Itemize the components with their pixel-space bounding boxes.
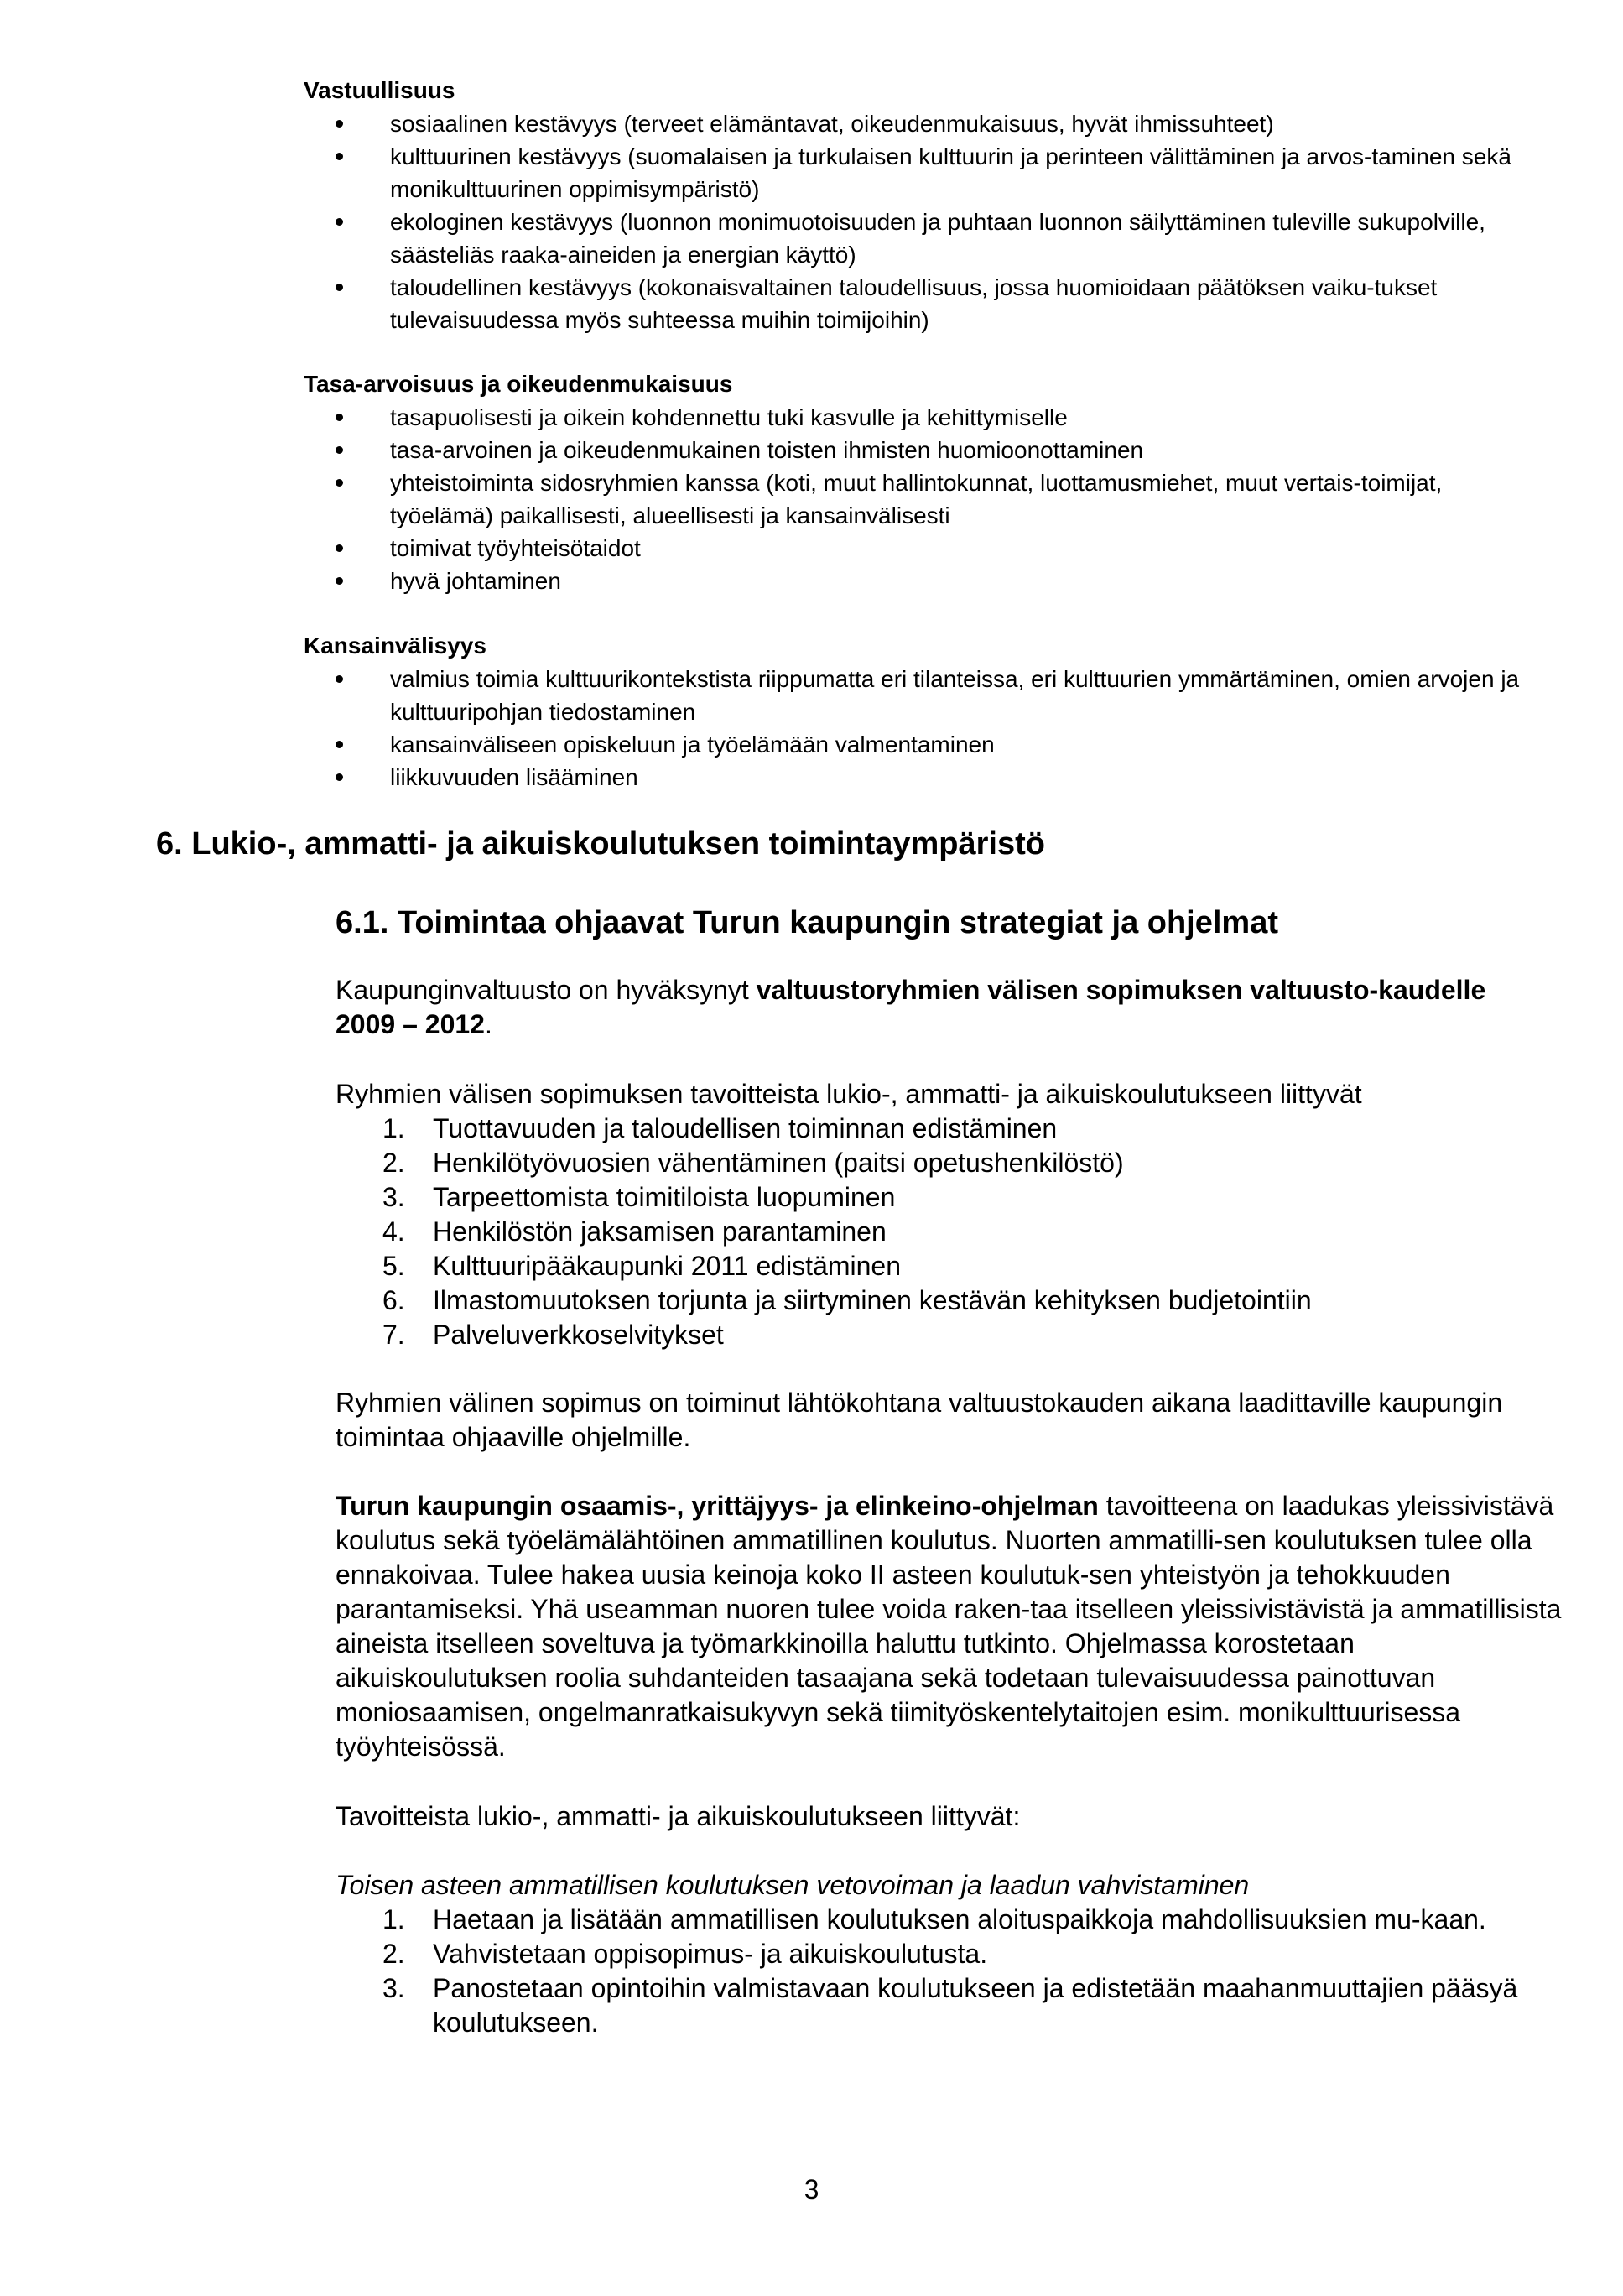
bullet-list — [304, 107, 1545, 336]
section-tasa-arvoisuus — [304, 367, 1545, 597]
section-kansainvalisyys — [304, 629, 1545, 794]
bullet-icon — [336, 544, 343, 552]
list-item: 2. Vahvistetaan oppisopimus- ja aikuiskoulutusta. — [382, 1939, 988, 1969]
list-item: liikkuvuuden lisääminen — [304, 761, 1545, 794]
bullet-icon — [336, 773, 343, 781]
goals-block — [336, 1077, 1562, 1352]
list-item: 3. Panostetaan opintoihin valmistavaan koulutukseen ja edistetään maahanmuuttajien pääsyä koulutukseen. — [382, 1973, 1518, 2038]
bullet-icon — [336, 153, 343, 160]
list-item: 1. Haetaan ja lisätään ammatillisen koulutuksen aloituspaikkoja mahdollisuuksien mu-kaan. — [382, 1904, 1486, 1934]
list-item: 6. Ilmastomuutoksen torjunta ja siirtyminen kestävän kehityksen budjetointiin — [382, 1285, 1312, 1315]
bullet-icon — [336, 446, 343, 454]
page-number: 3 — [804, 2174, 819, 2205]
bullet-icon — [336, 284, 343, 291]
list-item: 2. Henkilötyövuosien vähentäminen (paitsi opetushenkilöstö) — [382, 1148, 1124, 1178]
list-item: kulttuurinen kestävyys (suomalaisen ja turkulaisen kulttuurin ja perinteen välittäminen ja arvos-taminen sekä monikulttuurinen oppimisympäristö) — [304, 140, 1545, 206]
bullet-icon — [336, 414, 343, 421]
paragraph-agreement: Kaupunginvaltuusto on hyväksynyt valtuustoryhmien välisen sopimuksen valtuusto-kaudelle 2009 – 2012. — [336, 975, 1486, 1039]
section-vastuullisuus — [304, 74, 1545, 336]
subchapter-heading: 6.1. Toimintaa ohjaavat Turun kaupungin strategiat ja ohjelmat — [336, 905, 1279, 940]
bullet-list — [304, 401, 1545, 597]
measures-block — [336, 1868, 1562, 2040]
goals-intro: Ryhmien välisen sopimuksen tavoitteista lukio-, ammatti- ja aikuiskoulutukseen liittyvät — [336, 1079, 1362, 1109]
bullet-icon — [336, 120, 343, 128]
list-item: ekologinen kestävyys (luonnon monimuotoisuuden ja puhtaan luonnon säilyttäminen tuleville sukupolville, säästeliäs raaka-aineiden ja energian käyttö) — [304, 206, 1545, 271]
section-heading: Tasa-arvoisuus ja oikeudenmukaisuus — [304, 371, 733, 397]
list-item: 7. Palveluverkkoselvitykset — [382, 1320, 724, 1350]
list-item: kansainväliseen opiskeluun ja työelämään valmentaminen — [304, 728, 1545, 761]
list-item: sosiaalinen kestävyys (terveet elämäntavat, oikeudenmukaisuus, hyvät ihmissuhteet) — [304, 107, 1545, 140]
paragraph-related-goals: Tavoitteista lukio-, ammatti- ja aikuiskoulutukseen liittyvät: — [336, 1801, 1021, 1831]
bullet-icon — [336, 218, 343, 226]
bullet-icon — [336, 741, 343, 748]
bullet-icon — [336, 577, 343, 585]
list-item: 3. Tarpeettomista toimitiloista luopuminen — [382, 1182, 896, 1212]
list-item: hyvä johtaminen — [304, 565, 1545, 597]
list-item: tasa-arvoinen ja oikeudenmukainen toisten ihmisten huomioonottaminen — [304, 434, 1545, 466]
bullet-icon — [336, 675, 343, 683]
list-item: taloudellinen kestävyys (kokonaisvaltainen taloudellisuus, jossa huomioidaan päätöksen vaiku-tukset tulevaisuudessa myös suhteessa muihin toimijoihin) — [304, 271, 1545, 336]
section-heading: Vastuullisuus — [304, 77, 455, 103]
list-item: 1. Tuottavuuden ja taloudellisen toiminnan edistäminen — [382, 1113, 1058, 1143]
measures-list — [336, 1903, 1562, 2040]
list-item: valmius toimia kulttuurikontekstista riippumatta eri tilanteissa, eri kulttuurien ymmärtäminen, omien arvojen ja kulttuuripohjan tiedostaminen — [304, 663, 1545, 728]
list-item: yhteistoiminta sidosryhmien kanssa (koti, muut hallintokunnat, luottamusmiehet, muut vertais-toimijat, työelämä) paikallisesti, alueellisesti ja kansainvälisesti — [304, 466, 1545, 532]
paragraph-starting-point: Ryhmien välinen sopimus on toiminut lähtökohtana valtuustokauden aikana laadittaville kaupungin toimintaa ohjaaville ohjelmille. — [336, 1387, 1503, 1452]
goals-list — [336, 1112, 1562, 1352]
bullet-icon — [336, 479, 343, 487]
chapter-heading: 6. Lukio-, ammatti- ja aikuiskoulutuksen toimintaympäristö — [156, 826, 1045, 862]
list-item: 4. Henkilöstön jaksamisen parantaminen — [382, 1216, 887, 1247]
paragraph-program: Turun kaupungin osaamis-, yrittäjyys- ja elinkeino-ohjelman tavoitteena on laadukas yleissivistävä koulutus sekä työelämälähtöinen ammatillinen koulutus. Nuorten ammatilli-sen koulutuksen tulee olla ennakoivaa. Tulee hakea uusia keinoja koko II asteen koulutuk-sen yhteistyön ja tehokkuuden parantamiseksi. Yhä useamman nuoren tulee voida raken-taa itselleen yleissivistävistä ja ammatillisista aineista itselleen soveltuva ja työmarkkinoilla haluttu tutkinto. Ohjelmassa korostetaan aikuiskoulutuksen roolia suhdanteiden tasaajana sekä todetaan tulevaisuudessa painottuvan moniosaamisen, ongelmanratkaisukyvyn sekä tiimityöskentelytaitojen esim. monikulttuurisessa työyhteisössä. — [336, 1491, 1562, 1762]
list-item: toimivat työyhteisötaidot — [304, 532, 1545, 565]
list-item: 5. Kulttuuripääkaupunki 2011 edistäminen — [382, 1251, 902, 1281]
measures-subheading: Toisen asteen ammatillisen koulutuksen vetovoiman ja laadun vahvistaminen — [336, 1870, 1250, 1900]
list-item: tasapuolisesti ja oikein kohdennettu tuki kasvulle ja kehittymiselle — [304, 401, 1545, 434]
bullet-list — [304, 663, 1545, 794]
section-heading: Kansainvälisyys — [304, 633, 486, 659]
